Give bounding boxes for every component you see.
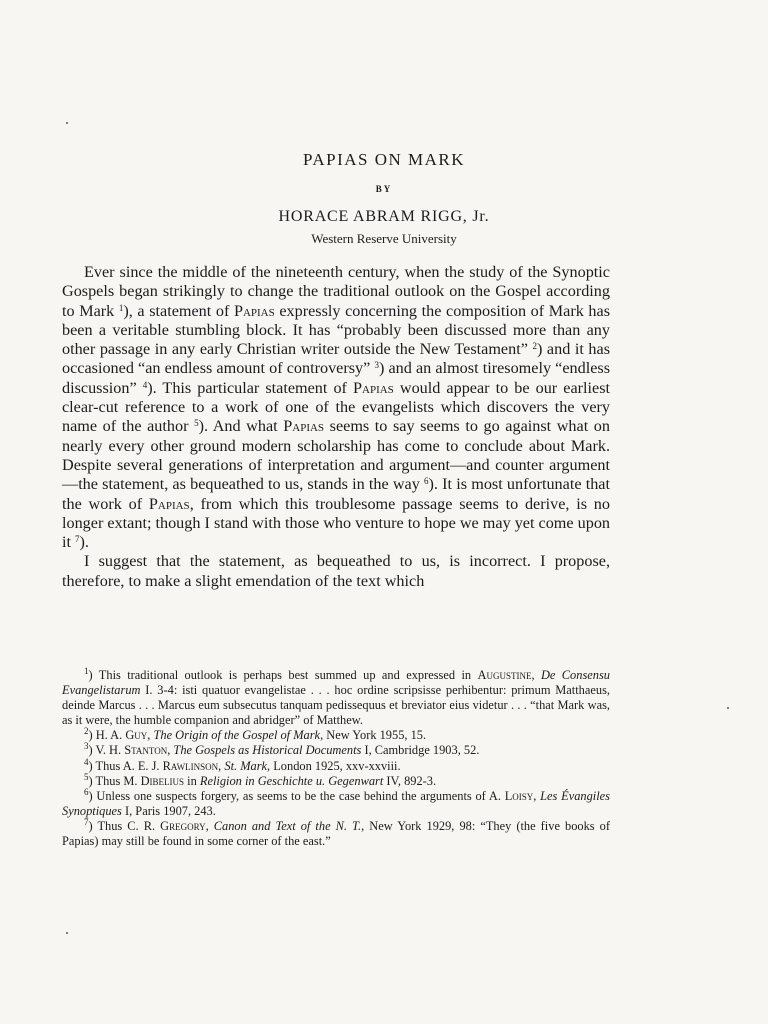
cited-author: Augustine bbox=[477, 668, 532, 682]
body-text-run: ) and it has occasioned “an endless amount of controversy” bbox=[62, 340, 610, 378]
article-title: PAPIAS ON MARK bbox=[302, 150, 466, 169]
footnote-1 bbox=[62, 668, 610, 728]
body-text-run: ). And what bbox=[198, 417, 284, 436]
body-text-run: would appear to be our earliest clear-cut reference to a work of one of the evangelists which discovers the very name of the author bbox=[62, 378, 610, 436]
cited-work: The Origin of the Gospel of Mark bbox=[153, 728, 321, 743]
body-paragraph-1 bbox=[62, 263, 610, 552]
footnote-4 bbox=[62, 756, 610, 774]
cited-work: De Consensu Evangelistarum bbox=[62, 668, 610, 698]
byline-label: BY bbox=[375, 184, 393, 194]
body-text-run: , from which this troublesome passage seems to derive, is no longer extant; though I stand with those who venture to hope we may yet come upon it bbox=[62, 494, 611, 552]
footnote-text: I. 3-4: isti quatuor evangelistae . . . hoc ordine scripsisse perhibentur: primum Matthaeus, deinde Marcus . . . Marcus eum subsecutus tanquam pedissequus et breviator eius videtur . . . “that Mark was, as it were, the humble companion and abridger” of Matthew. bbox=[62, 683, 610, 728]
footnote-ref: 2 bbox=[532, 341, 537, 352]
cited-work: Canon and Text of the N. T. bbox=[213, 818, 362, 833]
footnote-text: ) Unless one suspects forgery, as seems to be the case behind the arguments of A. bbox=[88, 788, 505, 803]
footnote-text: ) V. H. bbox=[88, 743, 125, 758]
footnote-text: , bbox=[167, 743, 174, 758]
cited-author: Rawlinson bbox=[162, 758, 219, 773]
scan-speck bbox=[66, 122, 68, 124]
cited-author: Loisy bbox=[504, 788, 534, 803]
footnote-text: , London 1925, xxv-xxviii. bbox=[267, 758, 401, 773]
footnote-ref: 5 bbox=[194, 418, 199, 429]
body-text-run: ) and an almost tiresomely “endless discussion” bbox=[62, 359, 611, 397]
footnote-ref: 3 bbox=[374, 360, 379, 371]
body-text-run: ). This particular statement of bbox=[147, 378, 354, 397]
author-name-ref: Papias bbox=[283, 417, 325, 436]
author-affiliation: Western Reserve University bbox=[311, 231, 457, 246]
body-text-run: expressly concerning the composition of Mark has been a veritable stumbling block. It has “probably been discussed more than any other passage in any early Christian writer outside the New Testament” bbox=[62, 301, 610, 359]
footnote-7 bbox=[62, 816, 610, 849]
cited-author: Gregory bbox=[160, 818, 206, 833]
footnote-text: in bbox=[184, 773, 200, 788]
author-name-ref: Papias bbox=[148, 494, 190, 513]
footnote-text: , bbox=[147, 728, 154, 743]
author-name-ref: Papias bbox=[353, 378, 394, 397]
footnote-number: 4 bbox=[84, 756, 89, 767]
footnote-ref: 1 bbox=[118, 302, 124, 313]
author-name: HORACE ABRAM RIGG, Jr. bbox=[278, 208, 490, 225]
body-text-run: Ever since the middle of the nineteenth century, when the study of the Synoptic Gospels began strikingly to change the traditional outlook on the Gospel according to Mark bbox=[62, 263, 610, 320]
body-text-run: seems to say seems to go against what on nearly every other ground modern scholarship has come to conclude about Mark. Despite several generations of interpretation and argument—and counter argument—the statement, as bequeathed to us, stands in the way bbox=[62, 417, 610, 494]
footnotes bbox=[62, 668, 610, 849]
footnote-number: 1 bbox=[84, 666, 89, 676]
footnote-3 bbox=[62, 743, 610, 758]
footnote-number: 3 bbox=[84, 741, 89, 752]
footnote-text: , bbox=[531, 668, 541, 682]
footnote-2 bbox=[62, 728, 610, 743]
footnote-text: , bbox=[218, 758, 225, 773]
cited-author: Guy bbox=[125, 728, 148, 743]
cited-work: Religion in Geschichte u. Gegenwart bbox=[199, 773, 384, 788]
scan-speck bbox=[727, 707, 729, 709]
footnote-text: IV, 892-3. bbox=[383, 773, 437, 788]
body-paragraph-2: I suggest that the statement, as bequeathed to us, is incorrect. I propose, therefore, to make a slight emendation of the text which bbox=[62, 552, 610, 590]
footnote-number: 5 bbox=[84, 771, 89, 782]
footnote-number: 6 bbox=[84, 786, 89, 797]
footnote-text: I, Paris 1907, 243. bbox=[121, 803, 216, 818]
footnote-number: 7 bbox=[84, 816, 89, 827]
body-text-run: ). bbox=[79, 533, 89, 552]
body-text-run: ), a statement of bbox=[123, 301, 234, 320]
article-body bbox=[62, 263, 610, 591]
footnote-ref: 6 bbox=[424, 476, 429, 487]
cited-author: Dibelius bbox=[140, 773, 185, 788]
scan-speck bbox=[66, 932, 68, 934]
footnote-6 bbox=[62, 786, 610, 819]
cited-work: The Gospels as Historical Documents bbox=[173, 743, 362, 758]
footnote-text: ) Thus C. R. bbox=[88, 818, 161, 833]
footnote-text: ) Thus M. bbox=[88, 773, 141, 788]
footnote-5 bbox=[62, 771, 610, 789]
footnote-text: , bbox=[205, 818, 214, 833]
footnote-text: , New York 1955, 15. bbox=[320, 728, 427, 743]
footnote-text: ) Thus A. E. J. bbox=[88, 758, 163, 773]
footnote-ref: 7 bbox=[75, 534, 80, 545]
cited-work: St. Mark bbox=[224, 758, 268, 773]
body-text-run: ). It is most unfortunate that the work of bbox=[62, 475, 610, 513]
author-name-ref: Papias bbox=[233, 301, 275, 320]
footnote-text: I, Cambridge 1903, 52. bbox=[361, 743, 480, 758]
footnote-text: ) H. A. bbox=[88, 728, 126, 743]
footnote-text: , bbox=[533, 788, 541, 803]
footnote-text: ) This traditional outlook is perhaps best summed up and expressed in bbox=[88, 668, 478, 682]
cited-author: Stanton bbox=[124, 743, 168, 758]
cited-work: Les Évangiles Synoptiques bbox=[62, 788, 610, 818]
footnote-number: 2 bbox=[84, 726, 89, 737]
footnote-text: , New York 1929, 98: “They (the five books of Papias) may still be found in some corner of the east.” bbox=[62, 818, 610, 849]
footnote-ref: 4 bbox=[142, 379, 148, 390]
